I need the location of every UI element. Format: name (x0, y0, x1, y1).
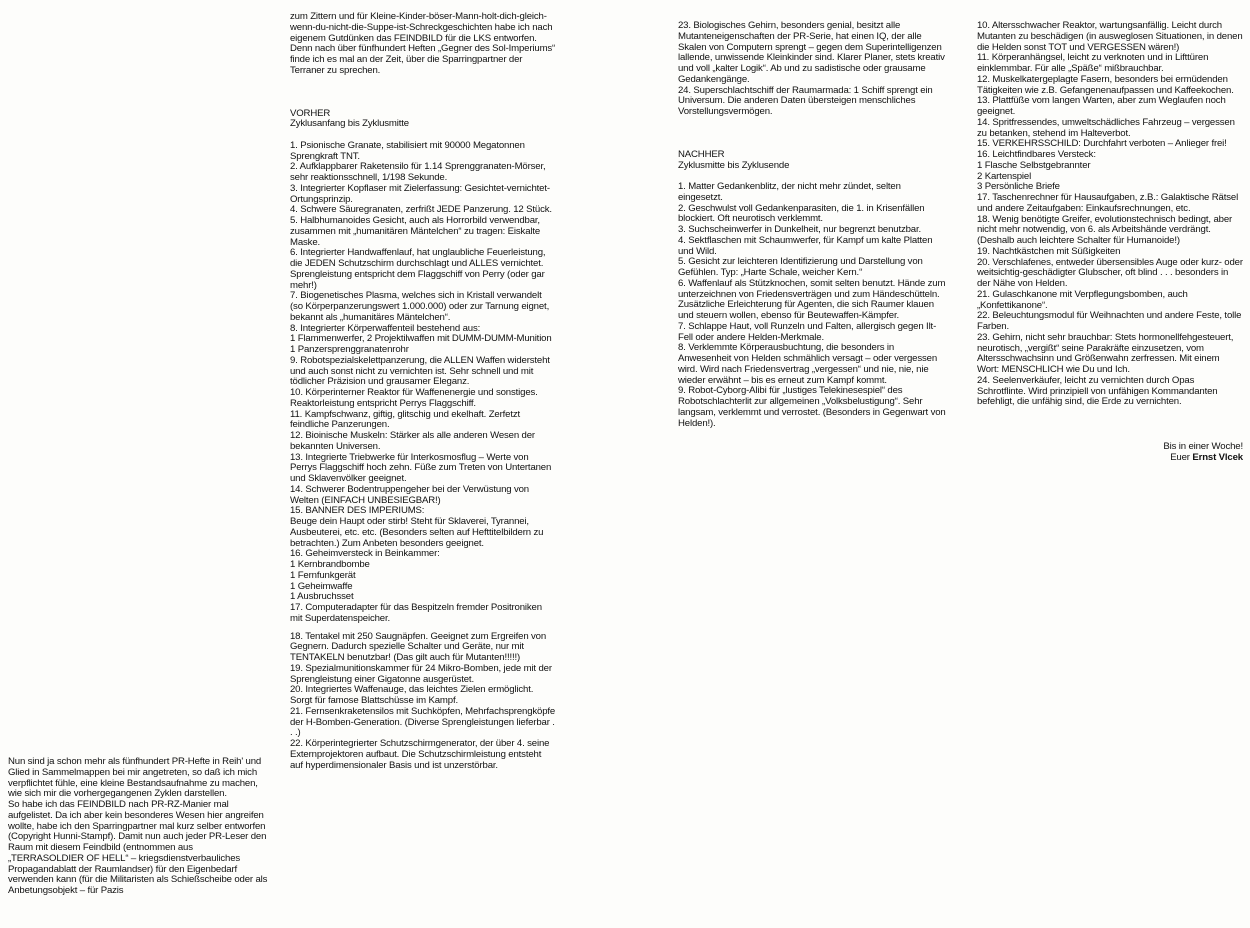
list-item: 19. Nachtkästchen mit Süßigkeiten (977, 245, 1121, 257)
item-list (977, 21, 1243, 408)
column-nachher (678, 21, 948, 429)
list-item: 18. Wenig benötigte Greifer, evolutionstechnisch bedingt, aber nicht mehr notwendig, von 6. als Arbeitshände verdrängt. (Deshalb auch leichtere Schalter für Humanoide!) (977, 213, 1233, 246)
list-item: 14. Spritfressendes, umweltschädliches Fahrzeug – vergessen zu betanken, stehend im Halteverbot. (977, 116, 1235, 139)
list-item: 17. Computeradapter für das Bespitzeln fremder Positroniken mit Superdatenspeicher. (290, 602, 542, 624)
list-item: 5. Halbhumanoides Gesicht, auch als Horrorbild verwendbar, zusammen mit „humanitären Mäntelchen“ zu tragen: Eiskalte Maske. (290, 215, 541, 248)
list-item: 3. Integrierter Kopflaser mit Zielerfassung: Gesichtet-vernichtet-Ortungsprinzip. (290, 182, 550, 205)
list-item: 6. Waffenlauf als Stützknochen, somit selten benutzt. Hände zum unterzeichnen von Friedensverträgen und zum Händeschütteln. Zusätzliche Erleichterung für Agenten, die sich Raumer klauen und steuern wollen, ebenso für Beutewaffen-Kämpfer. (678, 277, 946, 321)
list-item: 7. Schlappe Haut, voll Runzeln und Falten, allergisch gegen Ilt-Fell oder andere Helden-Merkmale. (678, 320, 937, 343)
list-item: 22. Beleuchtungsmodul für Weihnachten und andere Feste, tolle Farben. (977, 310, 1242, 332)
list-item: 10. Altersschwacher Reaktor, wartungsanfällig. Leicht durch Mutanten zu beschädigen (in ausweglosen Situationen, in denen die Helden sonst TOT und VERGESSEN wären!) (977, 20, 1243, 53)
list-item: 1 Flammenwerfer, 2 Projektilwaffen mit DUMM-DUMM-Munition 1 Panzersprenggranatenrohr (290, 333, 552, 355)
list-item: 22. Körperintegrierter Schutzschirmgenerator, der über 4. seine Externprojektoren aufbaut. Die Schutzschirmleistung entsteht auf hyperdimensionaler Basis und ist unzerstörbar. (290, 738, 550, 771)
list-item: 19. Spezialmunitionskammer für 24 Mikro-Bomben, jede mit der Sprengleistung einer Gigatonne ausgerüstet. (290, 662, 552, 685)
list-item: 1 Ausbruchsset (290, 591, 354, 603)
list-item: 21. Gulaschkanone mit Verpflegungsbomben, auch „Konfettikanone“. (977, 288, 1188, 311)
list-item: 1 Fernfunkgerät (290, 569, 356, 581)
item-list (290, 141, 556, 625)
list-item: 23. Gehirn, nicht sehr brauchbar: Stets hormonellfehgesteuert, neurotisch, „vergißt“ seine Parakräfte einzusetzen, vom Altersschwachsinn und Größenwahn zerfressen. Mit einem Wort: MENSCHLICH wie Du und Ich. (977, 331, 1234, 375)
list-item: 24. Superschlachtschiff der Raumarmada: 1 Schiff sprengt ein Universum. Die anderen Daten übersteigen menschliches Vorstellungsvermögen. (678, 84, 933, 117)
section-subheading: Zyklusmitte bis Zyklusende (678, 159, 790, 171)
list-item: 21. Fernsenkraketensilos mit Suchköpfen, Mehrfachsprengköpfe der H-Bomben-Generation. (Diverse Sprengleistungen lieferbar . . .) (290, 705, 556, 739)
list-item: 2. Geschwulst voll Gedankenparasiten, die 1. in Krisenfällen blockiert. Oft neurotisch verklemmt. (678, 202, 925, 225)
list-item: Beuge dein Haupt oder stirb! Steht für Sklaverei, Tyrannei, Ausbeuterei, etc. etc. (Besonders selten auf Hefttitelbildern zu betrachten.) Zum Anbeten besonders geeignet. (290, 516, 544, 549)
column-left (8, 757, 270, 897)
list-item: 2 Kartenspiel (977, 170, 1032, 182)
list-item: 1. Psionische Granate, stabilisiert mit 90000 Megatonnen Sprengkraft TNT. (290, 139, 525, 162)
list-item: 6. Integrierter Handwaffenlauf, hat unglaubliche Feuerleistung, die JEDEN Schutzschirm durchschlagt und ALLES vernichtet. Sprengleistung entspricht dem Flaggschiff von Perry (oder gar mehr!) (290, 247, 546, 291)
list-item: 20. Integriertes Waffenauge, das leichtes Zielen ermöglicht. Sorgt für famose Blattschüsse im Kampf. (290, 684, 534, 706)
list-item: 2. Aufklappbarer Raketensilo für 1.14 Sprenggranaten-Mörser, sehr reaktionsschnell, 1/198 Sekunde. (290, 161, 546, 183)
list-item: 1. Matter Gedankenblitz, der nicht mehr zündet, selten eingesetzt. (678, 181, 901, 203)
item-list (678, 182, 948, 429)
list-item: 7. Biogenetisches Plasma, welches sich in Kristall verwandelt (so Körperpanzerungswert 1.000.000) oder zur Tarnung eignet, bekannt als „humanitäres Mäntelchen“. (290, 290, 550, 323)
list-item: 1 Kernbrandbombe (290, 559, 370, 570)
item-list (290, 632, 556, 772)
list-item: 16. Geheimversteck in Beinkammer: (290, 548, 440, 560)
list-item: 4. Sektflaschen mit Schaumwerfer, für Kampf um kalte Platten und Wild. (678, 234, 933, 257)
signature-prefix: Euer (1170, 451, 1190, 463)
list-item: 15. VERKEHRSSCHILD: Durchfahrt verboten – Anlieger frei! (977, 138, 1227, 150)
column-nachher-cont (977, 21, 1243, 464)
list-item: 9. Robot-Cyborg-Alibi für „lustiges Telekinesespiel“ des Robotschlachterlit zur allgemeinen „Volksbelustigung“. Sehr langsam, verklemmt und verrostet. (Besonders in Gegenwart von Helden!). (678, 385, 946, 429)
list-item: 24. Seelenverkäufer, leicht zu vernichten durch Opas Schrotflinte. Wird prinzipiell von unfähigen Kommandanten befehligt, die unfähig sind, die Erde zu vernichten. (977, 374, 1218, 408)
signature (977, 453, 1243, 464)
list-item: 15. BANNER DES IMPERIUMS: (290, 505, 425, 517)
paragraph: So habe ich das FEINDBILD nach PR-RZ-Manier mal aufgelistet. Da ich aber kein besonderes Wesen hier angreifen wollte, habe ich den Sparringpartner mal kurz selber entworfen (Copyright Hunni-Stampf). Damit nun auch jeder PR-Leser den Raum mit diesem Feindbild (entnommen aus „TERRASOLDIER OF HELL“ – kriegsdienstverbauliches Propagandablatt der Raumlandser) für den Eigenbedarf verwenden kann (für die Militaristen als Schießscheibe oder als Anbetungsobjekt – für Pazis (8, 799, 268, 896)
list-item: 3 Persönliche Briefe (977, 181, 1060, 193)
item-list (678, 21, 948, 118)
list-item: 9. Robotspezialskelettpanzerung, die ALLEN Waffen widersteht und auch sonst nicht zu vernichten ist. Sehr schnell und mit tödlicher Präzision und grausamer Eleganz. (290, 354, 550, 388)
list-item: 14. Schwerer Bodentruppengeher bei der Verwüstung von Welten (EINFACH UNBESIEGBAR!) (290, 483, 529, 506)
list-item: 1 Geheimwaffe (290, 580, 353, 592)
list-item: 16. Leichtfindbares Versteck: (977, 149, 1096, 160)
paragraph: Nun sind ja schon mehr als fünfhundert PR-Hefte in Reih' und Glied in Sammelmappen bei mir angetreten, so daß ich mich verpflichtet fühle, eine kleine Bestandsaufnahme zu machen, wie sich mir die vorhergegangenen Zyklen darstellen. (8, 756, 262, 800)
signature-name: Ernst Vlcek (1192, 451, 1243, 463)
closing-line: Bis in einer Woche! (1163, 441, 1243, 452)
list-item: 8. Integrierter Körperwaffenteil bestehend aus: (290, 322, 481, 334)
list-item: 3. Suchscheinwerfer in Dunkelheit, nur begrenzt benutzbar. (678, 224, 922, 235)
list-item: 8. Verklemmte Körperausbuchtung, die besonders in Anwesenheit von Helden schmählich versagt – oder vergessen wird. Wird nach Friedensvertrag „vergessen“ und nie, nie, nie wieder erwähnt – bis es erneut zum Kampf kommt. (678, 342, 938, 386)
list-item: 12. Bioinische Muskeln: Stärker als alle anderen Wesen der bekannten Universen. (290, 430, 535, 452)
column-vorher (290, 12, 556, 771)
list-item: 11. Körperanhängsel, leicht zu verknoten und in Lifttüren einklemmbar. Für alle „Späße“ mißbrauchbar. (977, 52, 1209, 74)
list-item: 11. Kampfschwanz, giftig, glitschig und ekelhaft. Zerfetzt feindliche Panzerungen. (290, 408, 521, 431)
list-item: 13. Integrierte Triebwerke für Interkosmosflug – Werte von Perrys Flaggschiff hoch zehn. Füße zum Treten von Untertanen und Sklavenvölker geeignet. (290, 451, 552, 484)
intro-paragraph: zum Zittern und für Kleine-Kinder-böser-Mann-holt-dich-gleich-wenn-du-nicht-die-Suppe-ist-Schreckgeschichten habe ich nach eigenem Gutdünken das FEINDBILD für die LKS entworfen. Denn nach über fünfhundert Heften „Gegner des Sol-Imperiums“ finde ich es mal an der Zeit, über die Sparringpartner der Terraner zu sprechen. (290, 11, 556, 76)
list-item: 23. Biologisches Gehirn, besonders genial, besitzt alle Mutanteneigenschaften der PR-Serie, hat einen IQ, der alle Skalen von Computern sprengt – gegen dem Superintelligenzen lallende, unwissende Kleinkinder sind. Klarer Planer, stets kreativ und voll „kalter Logik“. Ab und zu sadistische oder grausame Gedankengänge. (678, 20, 945, 85)
list-item: 20. Verschlafenes, entweder übersensibles Auge oder kurz- oder weitsichtig-geschädigter Glubscher, oft blind . . . besonders in der Nähe von Helden. (977, 256, 1243, 289)
list-item: 18. Tentakel mit 250 Saugnäpfen. Geeignet zum Ergreifen von Gegnern. Dadurch spezielle Schalter und Geräte, nur mit TENTAKELN benutzbar! (Das gilt auch für Mutanten!!!!!) (290, 630, 547, 663)
list-item: 12. Muskelkatergeplagte Fasern, besonders bei ermüdenden Tätigkeiten wie z.B. Gefangenenaufpassen und Kaffeekochen. (977, 73, 1234, 96)
list-item: 1 Flasche Selbstgebrannter (977, 159, 1091, 171)
list-item: 5. Gesicht zur leichteren Identifizierung und Darstellung von Gefühlen. Typ: „Harte Schale, weicher Kern.“ (678, 256, 923, 278)
list-item: 13. Plattfüße vom langen Warten, aber zum Weglaufen noch geeignet. (977, 95, 1226, 117)
list-item: 4. Schwere Säuregranaten, zerfrißt JEDE Panzerung. 12 Stück. (290, 204, 552, 216)
section-heading: NACHHER (678, 148, 725, 160)
section-subheading: Zyklusanfang bis Zyklusmitte (290, 118, 409, 130)
section-heading: VORHER (290, 107, 331, 119)
list-item: 17. Taschenrechner für Hausaufgaben, z.B.: Galaktische Rätsel und andere Zeitaufgaben: Einkaufsrechnungen, etc. (977, 192, 1239, 214)
list-item: 10. Körperinterner Reaktor für Waffenenergie und sonstiges. Reaktorleistung entspricht Perrys Flaggschiff. (290, 387, 538, 409)
